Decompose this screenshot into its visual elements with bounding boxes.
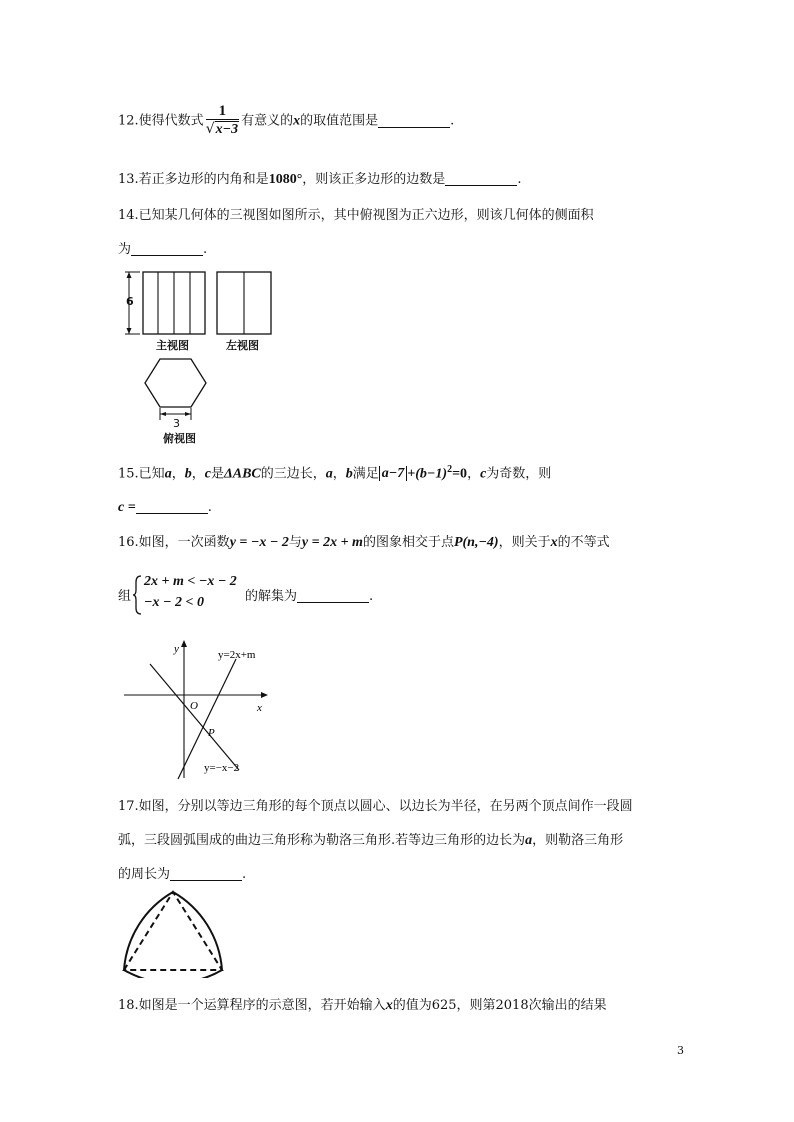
- question-13: 13.若正多边形的内角和是1080°，则该正多边形的边数是 .: [118, 172, 522, 187]
- question-18: 18.如图是一个运算程序的示意图，若开始输入x的值为625，则第2018次输出的结果: [118, 998, 607, 1013]
- front-view-label: 主视图: [156, 339, 189, 352]
- equilateral-triangle: [124, 892, 222, 970]
- answer-blank-15[interactable]: [136, 499, 208, 514]
- question-17-line1: 17.如图，分别以等边三角形的每个顶点以圆心、以边长为半径，在另两个顶点间作一段圆: [118, 799, 633, 814]
- width-label: 3: [173, 417, 180, 430]
- answer-blank-17[interactable]: [170, 866, 242, 881]
- answer-blank-16[interactable]: [297, 588, 369, 603]
- reuleaux-triangle: [118, 886, 228, 978]
- y-axis-arrow: [181, 640, 187, 647]
- line-y-2x-plus-m: [178, 659, 236, 779]
- question-15-line2: c = .: [118, 500, 212, 515]
- question-14-line2: 为 .: [118, 242, 208, 257]
- answer-blank-13[interactable]: [445, 171, 517, 186]
- question-16-line1: 16.如图，一次函数y = −x − 2与y = 2x + m的图象相交于点P(n,−4)，则关于x的不等式: [118, 535, 610, 550]
- y-axis-label: y: [174, 643, 179, 655]
- fraction: $\frac{1}{√x-3}$: [205, 103, 239, 137]
- top-view-hexagon: [145, 359, 206, 407]
- line-neg-x-label: y=−x−2: [204, 762, 240, 774]
- brace-icon: [132, 574, 142, 616]
- question-17-line3: 的周长为 .: [118, 867, 247, 882]
- question-14-line1: 14.已知某几何体的三视图如图所示，其中俯视图为正六边形，则该几何体的侧面积: [118, 208, 594, 223]
- x-axis-label: x: [257, 702, 262, 714]
- question-15-line1: 15.已知a，b，c是ΔABC的三边长，a，b满足 $a-7 +(b-1)^2=0$，c为奇数，则: [118, 464, 552, 482]
- left-view-label: 左视图: [226, 339, 259, 352]
- x-axis-arrow: [261, 692, 268, 698]
- page-number: 3: [677, 1044, 684, 1057]
- top-view-label: 俯视图: [163, 432, 196, 445]
- question-17-line2: 弧，三段圆弧围成的曲边三角形称为勒洛三角形.若等边三角形的边长为a，则勒洛三角形: [118, 833, 624, 848]
- line-2x-m-label: y=2x+m: [218, 649, 256, 661]
- answer-blank-14[interactable]: [131, 241, 203, 256]
- point-p-label: P: [208, 727, 215, 739]
- reuleaux-arc: [124, 892, 222, 978]
- question-16-line2: 组 2x + m < −x − 2 −x − 2 < 0 的解集为 .: [118, 574, 418, 616]
- answer-blank-12[interactable]: [378, 113, 450, 128]
- origin-label: O: [190, 700, 198, 712]
- question-12: 12.使得代数式 $\frac{1}{√x-3}$ 有意义的x的取值范围是 .: [118, 103, 455, 137]
- height-label: 6: [126, 295, 134, 308]
- function-graph: [118, 632, 278, 784]
- three-view-figure: [118, 262, 288, 447]
